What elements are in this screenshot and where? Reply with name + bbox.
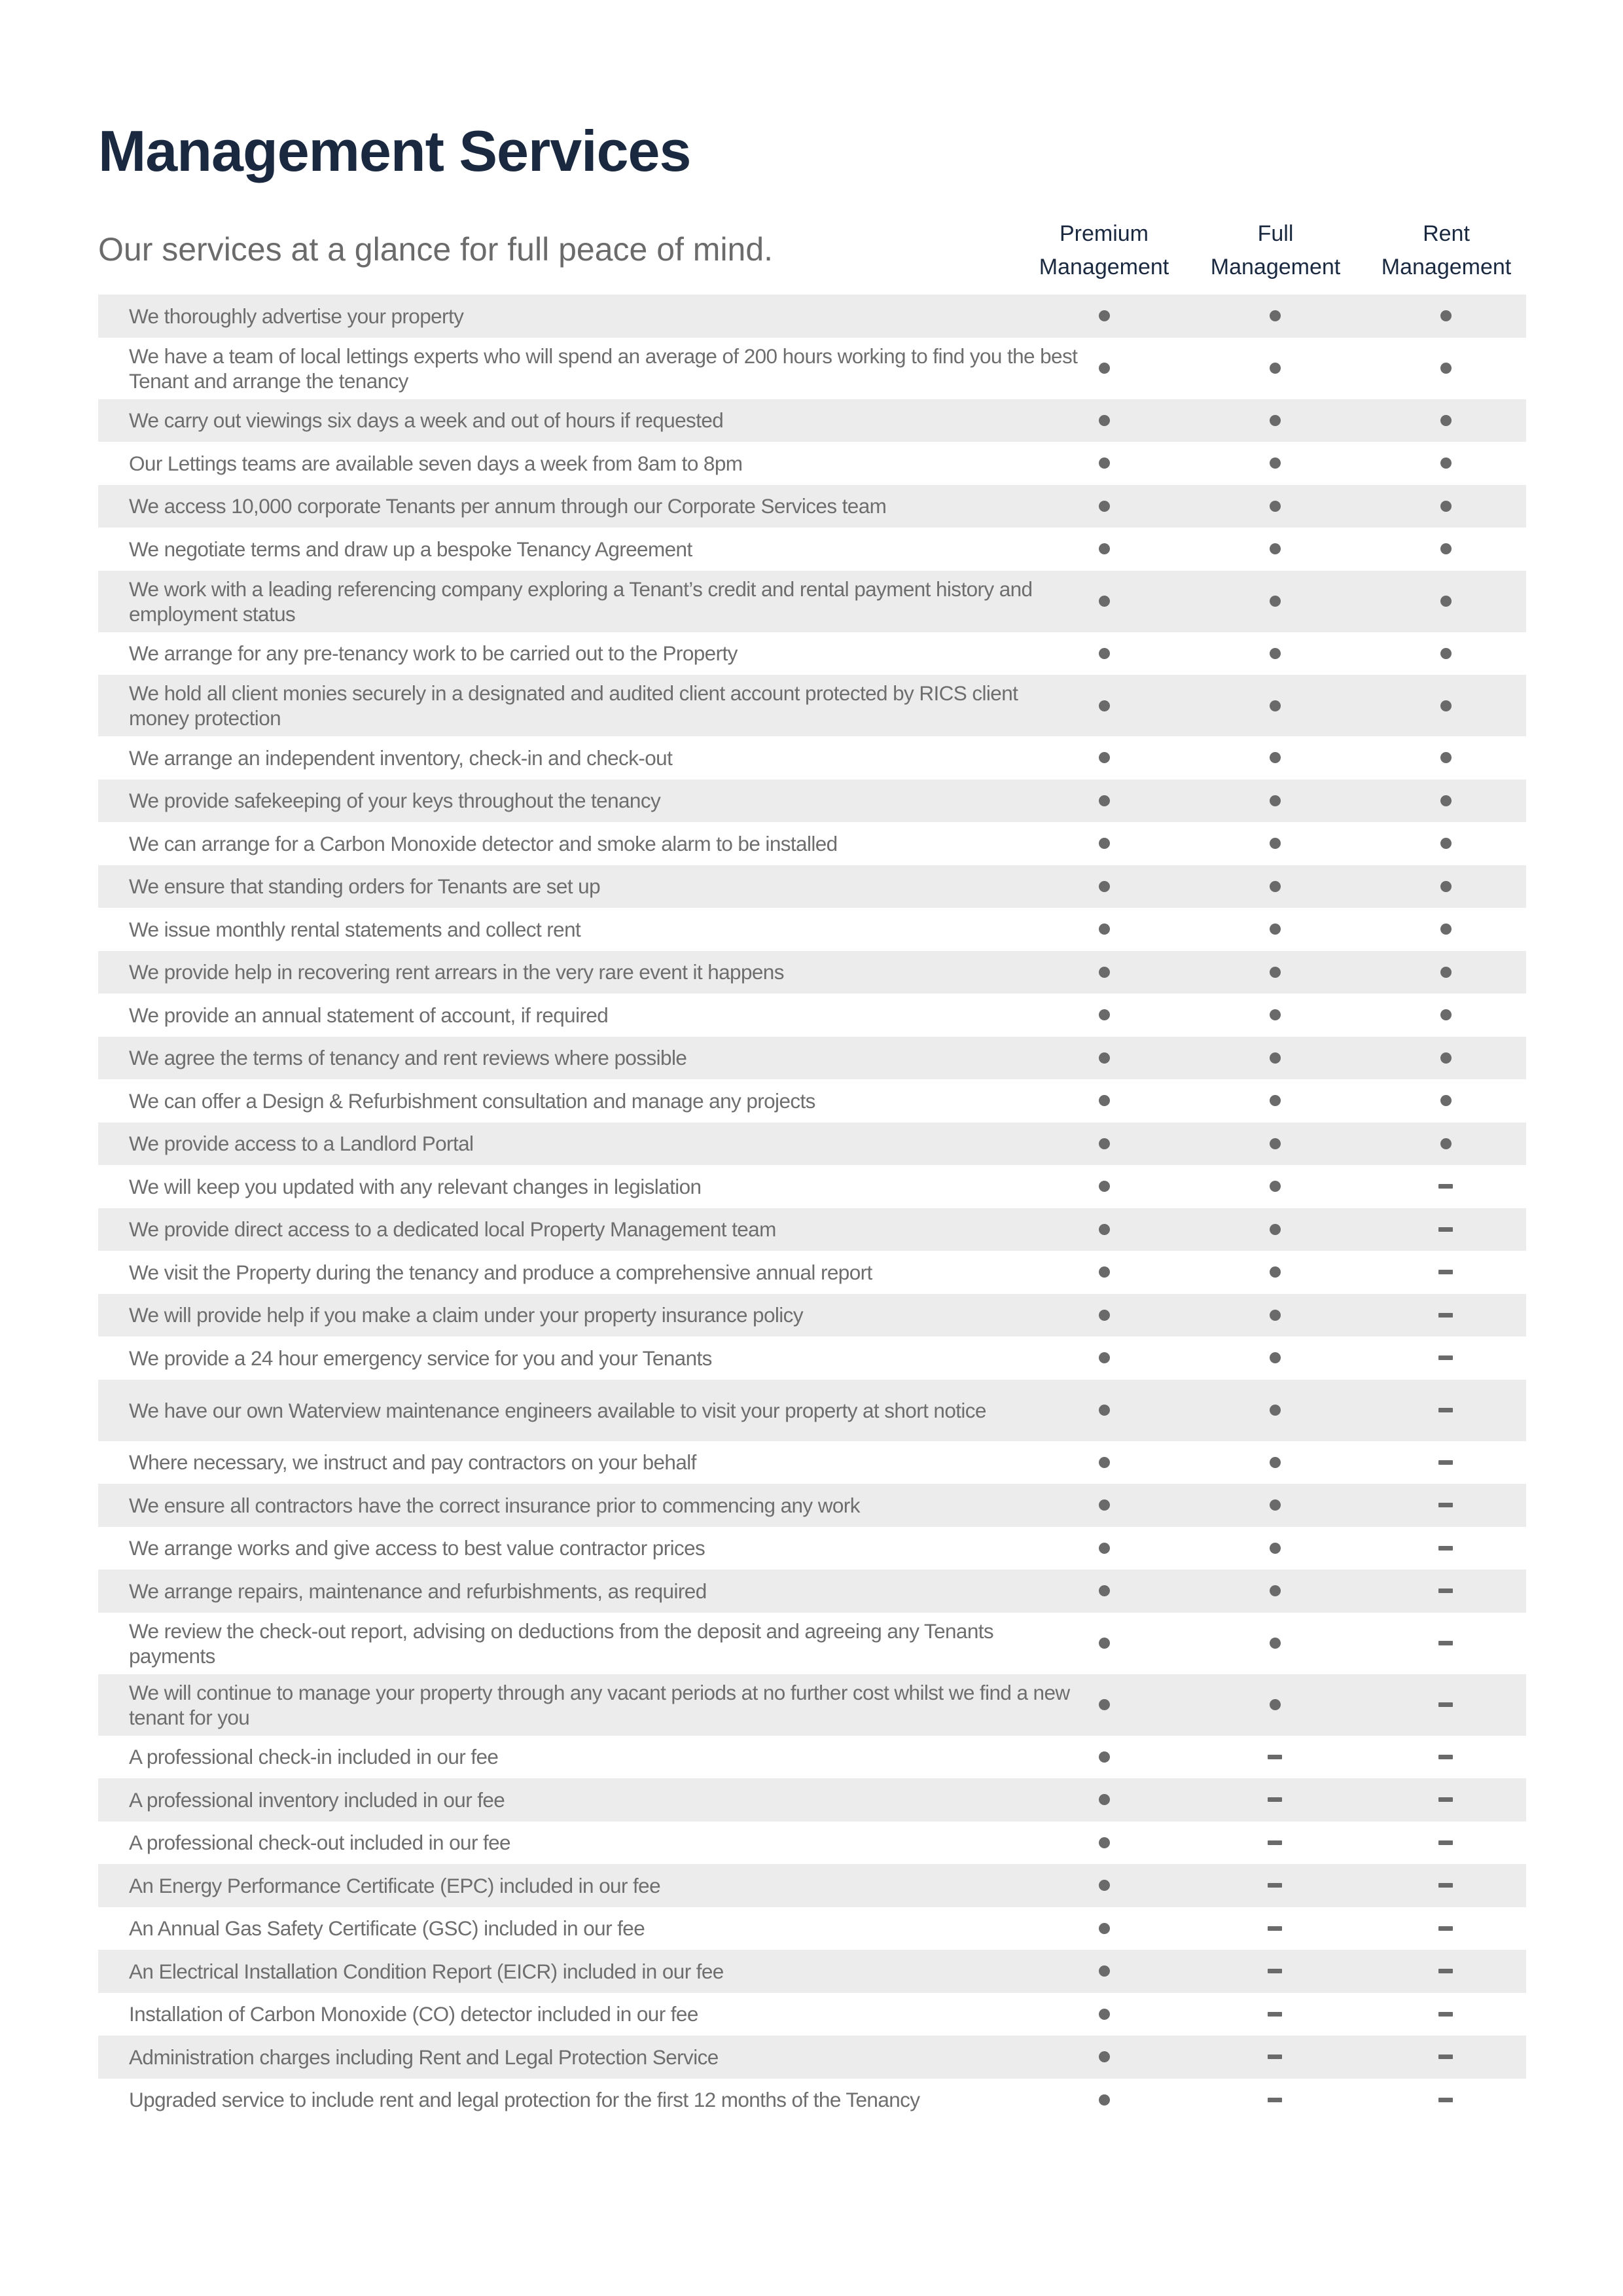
full-included-dot-icon: [1265, 1005, 1285, 1025]
rent-included-dot-icon: [1436, 834, 1455, 853]
full-included-dot-icon: [1265, 1219, 1285, 1239]
column-header-line2: Management: [1381, 255, 1512, 279]
table-row: [98, 1674, 1526, 1736]
service-description: We arrange repairs, maintenance and refurbishments, as required: [129, 1579, 707, 1603]
premium-included-dot-icon: [1094, 2047, 1114, 2067]
service-description: A professional check-in included in our fee: [129, 1745, 499, 1769]
service-description: We will provide help if you make a claim under your property insurance policy: [129, 1303, 803, 1327]
rent-not-included-dash-icon: [1436, 2090, 1455, 2109]
page-title: Management Services: [98, 118, 691, 183]
full-not-included-dash-icon: [1265, 2004, 1285, 2024]
column-header-line2: Management: [1210, 255, 1341, 279]
table-row: [98, 1570, 1526, 1613]
full-included-dot-icon: [1265, 1091, 1285, 1111]
column-header-rent: [1361, 217, 1531, 284]
full-included-dot-icon: [1265, 1496, 1285, 1515]
table-row: [98, 1778, 1526, 1821]
full-included-dot-icon: [1265, 834, 1285, 853]
premium-included-dot-icon: [1094, 1263, 1114, 1282]
rent-included-dot-icon: [1436, 748, 1455, 768]
full-not-included-dash-icon: [1265, 1747, 1285, 1767]
rent-included-dot-icon: [1436, 1134, 1455, 1153]
service-description: We arrange an independent inventory, check-in and check-out: [129, 745, 673, 770]
rent-not-included-dash-icon: [1436, 1695, 1455, 1715]
service-description: We provide help in recovering rent arrears in the very rare event it happens: [129, 960, 784, 984]
table-row: [98, 571, 1526, 632]
premium-included-dot-icon: [1094, 1305, 1114, 1325]
rent-not-included-dash-icon: [1436, 1348, 1455, 1368]
premium-included-dot-icon: [1094, 1005, 1114, 1025]
service-description: We arrange works and give access to best value contractor prices: [129, 1536, 705, 1560]
table-row: [98, 1821, 1526, 1865]
service-description: We can arrange for a Carbon Monoxide detector and smoke alarm to be installed: [129, 831, 838, 855]
service-description: We work with a leading referencing company exploring a Tenant’s credit and rental payment history and employment status: [129, 577, 1033, 626]
premium-included-dot-icon: [1094, 696, 1114, 715]
rent-included-dot-icon: [1436, 1091, 1455, 1111]
full-included-dot-icon: [1265, 539, 1285, 559]
table-row: [98, 822, 1526, 865]
service-description: Installation of Carbon Monoxide (CO) detector included in our fee: [129, 2002, 698, 2026]
service-description: We can offer a Design & Refurbishment consultation and manage any projects: [129, 1088, 815, 1113]
full-not-included-dash-icon: [1265, 1876, 1285, 1895]
full-included-dot-icon: [1265, 410, 1285, 430]
premium-included-dot-icon: [1094, 1496, 1114, 1515]
premium-included-dot-icon: [1094, 454, 1114, 473]
premium-included-dot-icon: [1094, 1581, 1114, 1601]
rent-not-included-dash-icon: [1436, 2047, 1455, 2067]
service-description: We thoroughly advertise your property: [129, 304, 464, 328]
full-not-included-dash-icon: [1265, 2047, 1285, 2067]
service-description: We arrange for any pre-tenancy work to be carried out to the Property: [129, 641, 738, 666]
full-not-included-dash-icon: [1265, 1790, 1285, 1810]
rent-included-dot-icon: [1436, 496, 1455, 516]
column-header-full: [1190, 217, 1361, 284]
rent-not-included-dash-icon: [1436, 1833, 1455, 1852]
premium-included-dot-icon: [1094, 1048, 1114, 1067]
premium-included-dot-icon: [1094, 643, 1114, 663]
table-row: [98, 1122, 1526, 1166]
full-included-dot-icon: [1265, 696, 1285, 715]
rent-not-included-dash-icon: [1436, 1581, 1455, 1601]
rent-included-dot-icon: [1436, 791, 1455, 810]
table-row: [98, 1993, 1526, 2036]
premium-included-dot-icon: [1094, 1538, 1114, 1558]
rent-not-included-dash-icon: [1436, 1918, 1455, 1938]
premium-included-dot-icon: [1094, 496, 1114, 516]
table-row: [98, 1613, 1526, 1674]
premium-included-dot-icon: [1094, 1790, 1114, 1810]
table-row: [98, 994, 1526, 1037]
premium-included-dot-icon: [1094, 2004, 1114, 2024]
service-description: We carry out viewings six days a week and out of hours if requested: [129, 408, 724, 433]
service-description: Where necessary, we instruct and pay contractors on your behalf: [129, 1450, 696, 1475]
premium-included-dot-icon: [1094, 1401, 1114, 1420]
rent-not-included-dash-icon: [1436, 1876, 1455, 1895]
column-header-line1: Rent: [1423, 221, 1470, 246]
full-included-dot-icon: [1265, 1581, 1285, 1601]
table-row: [98, 1251, 1526, 1294]
table-row: [98, 1484, 1526, 1527]
service-description: A professional inventory included in our fee: [129, 1787, 505, 1812]
service-description: We will keep you updated with any relevant changes in legislation: [129, 1174, 702, 1198]
rent-not-included-dash-icon: [1436, 2004, 1455, 2024]
rent-included-dot-icon: [1436, 876, 1455, 896]
table-row: [98, 295, 1526, 338]
column-header-line1: Premium: [1059, 221, 1149, 246]
full-included-dot-icon: [1265, 1695, 1285, 1715]
service-description: We provide direct access to a dedicated local Property Management team: [129, 1217, 776, 1242]
full-not-included-dash-icon: [1265, 1962, 1285, 1981]
table-row: [98, 338, 1526, 399]
table-row: [98, 951, 1526, 994]
full-included-dot-icon: [1265, 643, 1285, 663]
service-description: An Annual Gas Safety Certificate (GSC) included in our fee: [129, 1916, 645, 1941]
service-description: We negotiate terms and draw up a bespoke Tenancy Agreement: [129, 537, 692, 561]
rent-not-included-dash-icon: [1436, 1634, 1455, 1653]
service-description: We review the check-out report, advising on deductions from the deposit and agreeing any Tenants payments: [129, 1619, 994, 1668]
premium-included-dot-icon: [1094, 1962, 1114, 1981]
rent-not-included-dash-icon: [1436, 1747, 1455, 1767]
table-row: [98, 1294, 1526, 1337]
full-included-dot-icon: [1265, 791, 1285, 810]
service-description: We access 10,000 corporate Tenants per annum through our Corporate Services team: [129, 494, 887, 518]
table-row: [98, 908, 1526, 951]
full-included-dot-icon: [1265, 1134, 1285, 1153]
rent-not-included-dash-icon: [1436, 1452, 1455, 1472]
rent-not-included-dash-icon: [1436, 1962, 1455, 1981]
premium-included-dot-icon: [1094, 1177, 1114, 1196]
full-included-dot-icon: [1265, 454, 1285, 473]
service-description: We visit the Property during the tenancy and produce a comprehensive annual report: [129, 1260, 872, 1284]
full-included-dot-icon: [1265, 306, 1285, 326]
premium-included-dot-icon: [1094, 1876, 1114, 1895]
rent-included-dot-icon: [1436, 306, 1455, 326]
column-header-premium: [1019, 217, 1189, 284]
premium-included-dot-icon: [1094, 834, 1114, 853]
table-row: [98, 442, 1526, 485]
rent-not-included-dash-icon: [1436, 1219, 1455, 1239]
table-row: [98, 2079, 1526, 2122]
rent-not-included-dash-icon: [1436, 1496, 1455, 1515]
service-description: We ensure that standing orders for Tenants are set up: [129, 874, 600, 899]
premium-included-dot-icon: [1094, 1348, 1114, 1368]
full-included-dot-icon: [1265, 1263, 1285, 1282]
rent-included-dot-icon: [1436, 592, 1455, 611]
rent-included-dot-icon: [1436, 920, 1455, 939]
table-row: [98, 1907, 1526, 1950]
premium-included-dot-icon: [1094, 1134, 1114, 1153]
rent-not-included-dash-icon: [1436, 1305, 1455, 1325]
rent-included-dot-icon: [1436, 1005, 1455, 1025]
premium-included-dot-icon: [1094, 791, 1114, 810]
rent-not-included-dash-icon: [1436, 1177, 1455, 1196]
table-row: [98, 1165, 1526, 1208]
premium-included-dot-icon: [1094, 748, 1114, 768]
table-row: [98, 399, 1526, 442]
service-description: We provide safekeeping of your keys throughout the tenancy: [129, 789, 661, 813]
rent-not-included-dash-icon: [1436, 1538, 1455, 1558]
table-row: [98, 780, 1526, 823]
table-row: [98, 1380, 1526, 1441]
service-description: We provide a 24 hour emergency service for you and your Tenants: [129, 1346, 712, 1370]
table-row: [98, 1441, 1526, 1484]
premium-included-dot-icon: [1094, 962, 1114, 982]
rent-not-included-dash-icon: [1436, 1263, 1455, 1282]
premium-included-dot-icon: [1094, 539, 1114, 559]
full-not-included-dash-icon: [1265, 2090, 1285, 2109]
service-description: Our Lettings teams are available seven days a week from 8am to 8pm: [129, 451, 743, 475]
service-description: We have our own Waterview maintenance engineers available to visit your property at short notice: [129, 1398, 986, 1422]
table-row: [98, 865, 1526, 908]
table-row: [98, 1336, 1526, 1380]
service-description: We will continue to manage your property through any vacant periods at no further cost whilst we find a new tenant for you: [129, 1680, 1070, 1729]
service-description: We provide an annual statement of account, if required: [129, 1003, 609, 1027]
service-description: We provide access to a Landlord Portal: [129, 1132, 474, 1156]
table-row: [98, 1037, 1526, 1080]
service-description: We hold all client monies securely in a designated and audited client account protected by RICS client money protection: [129, 681, 1018, 730]
full-included-dot-icon: [1265, 1305, 1285, 1325]
full-included-dot-icon: [1265, 359, 1285, 378]
premium-included-dot-icon: [1094, 1219, 1114, 1239]
page-subtitle: Our services at a glance for full peace of mind.: [98, 231, 774, 268]
table-row: [98, 632, 1526, 675]
premium-included-dot-icon: [1094, 1747, 1114, 1767]
table-row: [98, 528, 1526, 571]
full-included-dot-icon: [1265, 876, 1285, 896]
full-included-dot-icon: [1265, 1348, 1285, 1368]
rent-included-dot-icon: [1436, 643, 1455, 663]
premium-included-dot-icon: [1094, 592, 1114, 611]
service-description: An Electrical Installation Condition Report (EICR) included in our fee: [129, 1959, 724, 1983]
full-included-dot-icon: [1265, 1177, 1285, 1196]
column-header-line1: Full: [1257, 221, 1294, 246]
services-table: [98, 295, 1526, 2121]
full-included-dot-icon: [1265, 1452, 1285, 1472]
table-row: [98, 2036, 1526, 2079]
full-included-dot-icon: [1265, 592, 1285, 611]
table-row: [98, 736, 1526, 780]
table-row: [98, 1079, 1526, 1122]
full-not-included-dash-icon: [1265, 1833, 1285, 1852]
table-row: [98, 675, 1526, 736]
premium-included-dot-icon: [1094, 1634, 1114, 1653]
premium-included-dot-icon: [1094, 1091, 1114, 1111]
rent-not-included-dash-icon: [1436, 1401, 1455, 1420]
service-description: We ensure all contractors have the correct insurance prior to commencing any work: [129, 1493, 860, 1517]
rent-included-dot-icon: [1436, 359, 1455, 378]
full-included-dot-icon: [1265, 1538, 1285, 1558]
service-description: Administration charges including Rent and Legal Protection Service: [129, 2045, 719, 2069]
table-row: [98, 1527, 1526, 1570]
rent-included-dot-icon: [1436, 1048, 1455, 1067]
full-included-dot-icon: [1265, 1401, 1285, 1420]
full-included-dot-icon: [1265, 962, 1285, 982]
premium-included-dot-icon: [1094, 2090, 1114, 2109]
premium-included-dot-icon: [1094, 1918, 1114, 1938]
service-description: We agree the terms of tenancy and rent reviews where possible: [129, 1046, 687, 1070]
column-header-line2: Management: [1039, 255, 1169, 279]
service-description: An Energy Performance Certificate (EPC) included in our fee: [129, 1873, 660, 1897]
rent-included-dot-icon: [1436, 410, 1455, 430]
full-included-dot-icon: [1265, 1634, 1285, 1653]
premium-included-dot-icon: [1094, 920, 1114, 939]
service-description: Upgraded service to include rent and legal protection for the first 12 months of the Tenancy: [129, 2088, 920, 2112]
full-included-dot-icon: [1265, 1048, 1285, 1067]
table-row: [98, 1208, 1526, 1251]
rent-included-dot-icon: [1436, 539, 1455, 559]
rent-included-dot-icon: [1436, 962, 1455, 982]
premium-included-dot-icon: [1094, 1695, 1114, 1715]
table-row: [98, 1736, 1526, 1779]
premium-included-dot-icon: [1094, 306, 1114, 326]
service-description: A professional check-out included in our fee: [129, 1831, 510, 1855]
premium-included-dot-icon: [1094, 876, 1114, 896]
service-description: We have a team of local lettings experts who will spend an average of 200 hours working to find you the best Tenant and arrange the tenancy: [129, 344, 1078, 393]
premium-included-dot-icon: [1094, 1452, 1114, 1472]
table-row: [98, 1950, 1526, 1993]
rent-included-dot-icon: [1436, 454, 1455, 473]
table-row: [98, 1864, 1526, 1907]
premium-included-dot-icon: [1094, 1833, 1114, 1852]
table-row: [98, 485, 1526, 528]
service-description: We issue monthly rental statements and collect rent: [129, 917, 581, 941]
full-included-dot-icon: [1265, 748, 1285, 768]
premium-included-dot-icon: [1094, 359, 1114, 378]
rent-not-included-dash-icon: [1436, 1790, 1455, 1810]
premium-included-dot-icon: [1094, 410, 1114, 430]
full-not-included-dash-icon: [1265, 1918, 1285, 1938]
rent-included-dot-icon: [1436, 696, 1455, 715]
full-included-dot-icon: [1265, 496, 1285, 516]
full-included-dot-icon: [1265, 920, 1285, 939]
